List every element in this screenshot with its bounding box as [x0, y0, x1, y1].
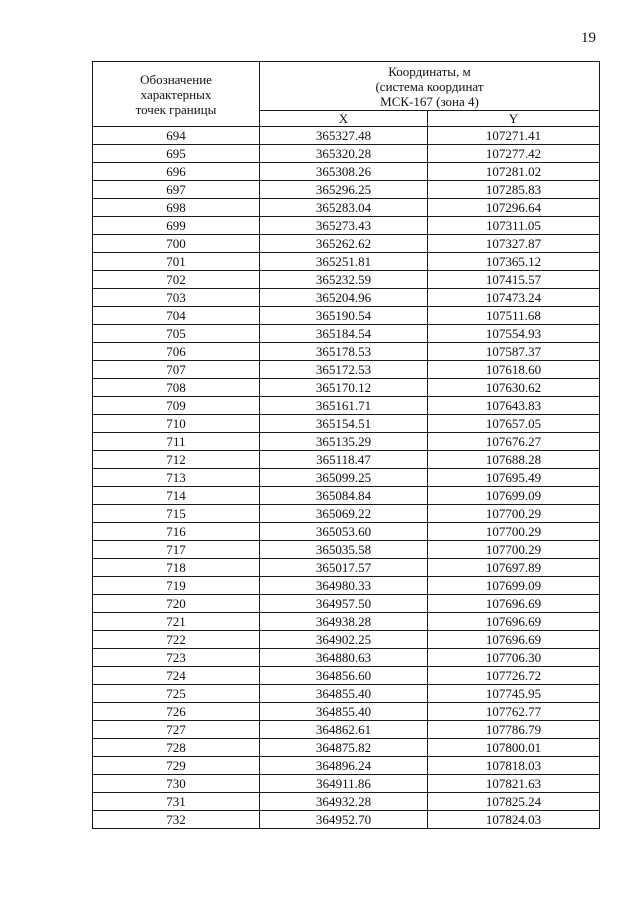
- y-coordinate-cell: 107285.83: [428, 181, 600, 199]
- table-row: [93, 397, 600, 415]
- point-id-cell: 718: [93, 559, 260, 577]
- y-coordinate-cell: 107745.95: [428, 685, 600, 703]
- point-id-cell: 724: [93, 667, 260, 685]
- y-coordinate-cell: 107699.09: [428, 577, 600, 595]
- point-id-cell: 699: [93, 217, 260, 235]
- x-coordinate-cell: 365170.12: [260, 379, 428, 397]
- x-coordinate-cell: 365135.29: [260, 433, 428, 451]
- y-coordinate-cell: 107818.03: [428, 757, 600, 775]
- y-coordinate-cell: 107618.60: [428, 361, 600, 379]
- x-coordinate-cell: 364855.40: [260, 685, 428, 703]
- point-id-cell: 723: [93, 649, 260, 667]
- x-coordinate-cell: 365273.43: [260, 217, 428, 235]
- y-coordinate-cell: 107825.24: [428, 793, 600, 811]
- x-coordinate-cell: 365035.58: [260, 541, 428, 559]
- x-coordinate-cell: 364856.60: [260, 667, 428, 685]
- point-id-cell: 725: [93, 685, 260, 703]
- table-row: [93, 793, 600, 811]
- y-coordinate-cell: 107554.93: [428, 325, 600, 343]
- x-coordinate-cell: 365172.53: [260, 361, 428, 379]
- x-coordinate-cell: 365184.54: [260, 325, 428, 343]
- table-row: [93, 487, 600, 505]
- table-row: [93, 649, 600, 667]
- y-coordinate-cell: 107473.24: [428, 289, 600, 307]
- table-row: [93, 433, 600, 451]
- table-row: [93, 613, 600, 631]
- point-id-cell: 730: [93, 775, 260, 793]
- table-row: [93, 541, 600, 559]
- table-row: [93, 253, 600, 271]
- y-coordinate-cell: 107511.68: [428, 307, 600, 325]
- x-coordinate-cell: 364938.28: [260, 613, 428, 631]
- x-coordinate-cell: 365327.48: [260, 127, 428, 145]
- y-coordinate-cell: 107277.42: [428, 145, 600, 163]
- table-row: [93, 469, 600, 487]
- point-id-cell: 713: [93, 469, 260, 487]
- x-coordinate-cell: 365296.25: [260, 181, 428, 199]
- x-coordinate-cell: 364957.50: [260, 595, 428, 613]
- x-coordinate-cell: 365017.57: [260, 559, 428, 577]
- y-coordinate-cell: 107296.64: [428, 199, 600, 217]
- point-header-line: Обозначение: [140, 71, 212, 87]
- point-id-cell: 706: [93, 343, 260, 361]
- table-row: [93, 325, 600, 343]
- point-id-cell: 727: [93, 721, 260, 739]
- point-id-cell: 728: [93, 739, 260, 757]
- table-body: [93, 127, 600, 829]
- coordinates-column-header: [260, 62, 600, 111]
- point-id-cell: 710: [93, 415, 260, 433]
- table-row: [93, 379, 600, 397]
- x-coordinate-cell: 364932.28: [260, 793, 428, 811]
- x-coordinate-cell: 364875.82: [260, 739, 428, 757]
- y-coordinate-cell: 107696.69: [428, 613, 600, 631]
- y-coordinate-cell: 107327.87: [428, 235, 600, 253]
- y-coordinate-cell: 107643.83: [428, 397, 600, 415]
- x-coordinate-cell: 364880.63: [260, 649, 428, 667]
- y-coordinate-cell: 107726.72: [428, 667, 600, 685]
- table-row: [93, 775, 600, 793]
- y-coordinate-cell: 107657.05: [428, 415, 600, 433]
- y-coordinate-cell: 107587.37: [428, 343, 600, 361]
- x-coordinate-cell: 365069.22: [260, 505, 428, 523]
- point-id-cell: 717: [93, 541, 260, 559]
- x-coordinate-cell: 364862.61: [260, 721, 428, 739]
- table-row: [93, 721, 600, 739]
- table-row: [93, 667, 600, 685]
- x-column-header: X: [260, 111, 428, 127]
- point-id-cell: 705: [93, 325, 260, 343]
- y-coordinate-cell: 107699.09: [428, 487, 600, 505]
- point-id-cell: 726: [93, 703, 260, 721]
- coords-header-line: Координаты, м: [388, 63, 471, 79]
- x-coordinate-cell: 365308.26: [260, 163, 428, 181]
- point-header-line: точек границы: [135, 101, 217, 117]
- x-coordinate-cell: 365118.47: [260, 451, 428, 469]
- point-id-cell: 703: [93, 289, 260, 307]
- x-coordinate-cell: 365161.71: [260, 397, 428, 415]
- y-coordinate-cell: 107786.79: [428, 721, 600, 739]
- x-coordinate-cell: 365283.04: [260, 199, 428, 217]
- table-row: [93, 523, 600, 541]
- point-id-cell: 697: [93, 181, 260, 199]
- table-row: [93, 505, 600, 523]
- y-coordinate-cell: 107824.03: [428, 811, 600, 829]
- y-coordinate-cell: 107700.29: [428, 505, 600, 523]
- y-coordinate-cell: 107630.62: [428, 379, 600, 397]
- table-row: [93, 217, 600, 235]
- point-id-cell: 714: [93, 487, 260, 505]
- y-coordinate-cell: 107697.89: [428, 559, 600, 577]
- point-id-cell: 704: [93, 307, 260, 325]
- point-id-cell: 731: [93, 793, 260, 811]
- y-coordinate-cell: 107762.77: [428, 703, 600, 721]
- table-row: [93, 235, 600, 253]
- x-coordinate-cell: 364902.25: [260, 631, 428, 649]
- table-row: [93, 199, 600, 217]
- point-header-line: характерных: [140, 86, 212, 102]
- point-id-cell: 702: [93, 271, 260, 289]
- x-coordinate-cell: 365262.62: [260, 235, 428, 253]
- point-id-cell: 709: [93, 397, 260, 415]
- table-row: [93, 181, 600, 199]
- point-id-cell: 721: [93, 613, 260, 631]
- y-coordinate-cell: 107271.41: [428, 127, 600, 145]
- point-id-cell: 732: [93, 811, 260, 829]
- table-row: [93, 145, 600, 163]
- x-coordinate-cell: 364952.70: [260, 811, 428, 829]
- point-id-cell: 712: [93, 451, 260, 469]
- point-id-cell: 707: [93, 361, 260, 379]
- y-coordinate-cell: 107696.69: [428, 631, 600, 649]
- table-row: [93, 289, 600, 307]
- table-row: [93, 559, 600, 577]
- x-coordinate-cell: 364980.33: [260, 577, 428, 595]
- coords-header-line: МСК-167 (зона 4): [380, 93, 479, 109]
- point-id-cell: 708: [93, 379, 260, 397]
- point-column-header: [93, 62, 260, 127]
- x-coordinate-cell: 365190.54: [260, 307, 428, 325]
- y-coordinate-cell: 107700.29: [428, 523, 600, 541]
- point-id-cell: 729: [93, 757, 260, 775]
- x-coordinate-cell: 365178.53: [260, 343, 428, 361]
- point-id-cell: 722: [93, 631, 260, 649]
- table-row: [93, 271, 600, 289]
- table-row: [93, 685, 600, 703]
- y-coordinate-cell: 107311.05: [428, 217, 600, 235]
- x-coordinate-cell: 365204.96: [260, 289, 428, 307]
- y-coordinate-cell: 107365.12: [428, 253, 600, 271]
- x-coordinate-cell: 365099.25: [260, 469, 428, 487]
- point-id-cell: 700: [93, 235, 260, 253]
- y-coordinate-cell: 107706.30: [428, 649, 600, 667]
- point-id-cell: 695: [93, 145, 260, 163]
- point-id-cell: 694: [93, 127, 260, 145]
- table-row: [93, 127, 600, 145]
- table-header: [93, 62, 600, 127]
- table-row: [93, 361, 600, 379]
- point-id-cell: 698: [93, 199, 260, 217]
- table-row: [93, 757, 600, 775]
- x-coordinate-cell: 365320.28: [260, 145, 428, 163]
- point-id-cell: 719: [93, 577, 260, 595]
- y-coordinate-cell: 107688.28: [428, 451, 600, 469]
- y-coordinate-cell: 107695.49: [428, 469, 600, 487]
- y-coordinate-cell: 107821.63: [428, 775, 600, 793]
- table-row: [93, 739, 600, 757]
- y-coordinate-cell: 107800.01: [428, 739, 600, 757]
- table-row: [93, 811, 600, 829]
- x-coordinate-cell: 364911.86: [260, 775, 428, 793]
- point-id-cell: 711: [93, 433, 260, 451]
- x-coordinate-cell: 365154.51: [260, 415, 428, 433]
- point-id-cell: 715: [93, 505, 260, 523]
- table-row: [93, 577, 600, 595]
- table-row: [93, 163, 600, 181]
- coordinates-table: [92, 61, 600, 829]
- table-row: [93, 595, 600, 613]
- point-id-cell: 720: [93, 595, 260, 613]
- point-id-cell: 696: [93, 163, 260, 181]
- x-coordinate-cell: 365053.60: [260, 523, 428, 541]
- x-coordinate-cell: 365251.81: [260, 253, 428, 271]
- table-row: [93, 631, 600, 649]
- x-coordinate-cell: 364855.40: [260, 703, 428, 721]
- x-coordinate-cell: 365084.84: [260, 487, 428, 505]
- point-id-cell: 701: [93, 253, 260, 271]
- x-coordinate-cell: 364896.24: [260, 757, 428, 775]
- table-row: [93, 307, 600, 325]
- table-row: [93, 451, 600, 469]
- x-coordinate-cell: 365232.59: [260, 271, 428, 289]
- coords-header-line: (система координат: [375, 78, 484, 94]
- y-coordinate-cell: 107415.57: [428, 271, 600, 289]
- y-column-header: Y: [428, 111, 600, 127]
- table-row: [93, 343, 600, 361]
- point-id-cell: 716: [93, 523, 260, 541]
- y-coordinate-cell: 107700.29: [428, 541, 600, 559]
- y-coordinate-cell: 107676.27: [428, 433, 600, 451]
- table-row: [93, 415, 600, 433]
- y-coordinate-cell: 107281.02: [428, 163, 600, 181]
- table-row: [93, 703, 600, 721]
- y-coordinate-cell: 107696.69: [428, 595, 600, 613]
- page-number: 19: [581, 30, 596, 46]
